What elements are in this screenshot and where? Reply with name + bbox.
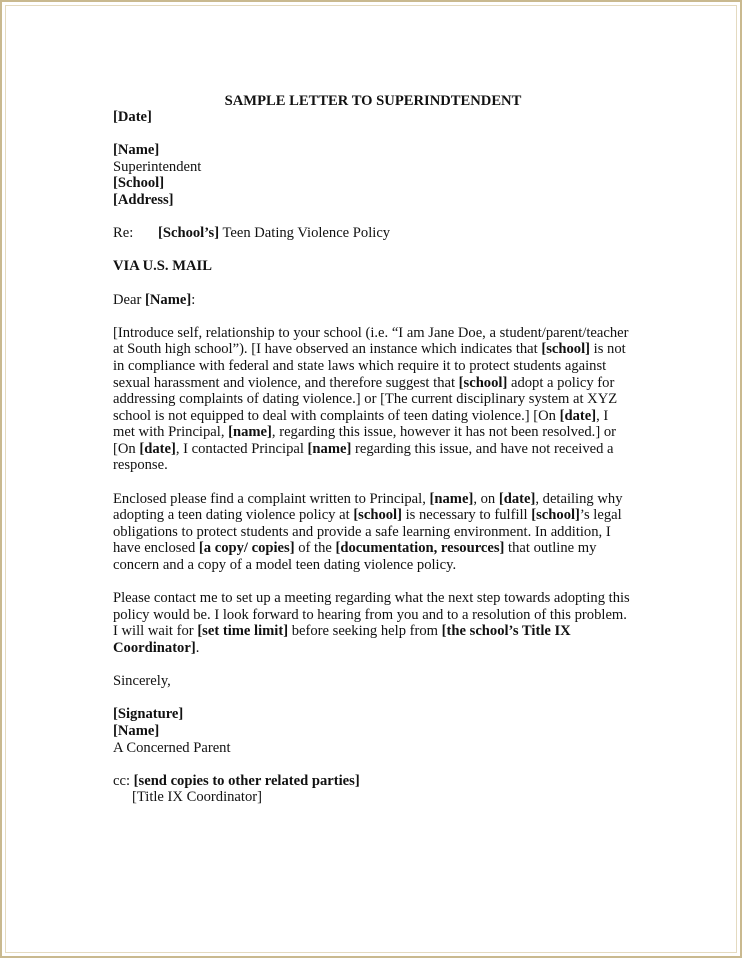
recipient-address: [Address] <box>113 191 174 208</box>
re-line: Re: [School’s] Teen Dating Violence Policy <box>113 225 391 242</box>
signature-line: [Signature] <box>113 706 184 723</box>
recipient-block <box>113 142 633 208</box>
letter-body <box>113 109 633 806</box>
closing: Sincerely, <box>113 673 171 690</box>
via-line: VIA U.S. MAIL <box>113 258 212 275</box>
cc-coordinator: [Title IX Coordinator] <box>132 789 262 806</box>
cc-line: cc: [send copies to other related parties] <box>113 772 360 789</box>
letter-title <box>113 93 633 110</box>
paragraph-enclosure: Enclosed please find a complaint written to Principal, [name], on [date], detailing why adopting a teen dating violence policy at [school] is necessary to fulfill [school]’s legal obligations to protect students and provide a safe learning environment. In addition, I have enclosed [a copy/ copies] of the [documentation, resources] that outline my concern and a copy of a model teen dating violence policy. <box>113 490 623 574</box>
recipient-role: Superintendent <box>113 158 202 175</box>
recipient-name: [Name] <box>113 142 160 159</box>
title-text: SAMPLE LETTER TO SUPERINDTENDENT <box>224 93 522 109</box>
signature-block <box>113 706 633 756</box>
signature-role: A Concerned Parent <box>113 739 231 756</box>
recipient-school: [School] <box>113 175 165 192</box>
paragraph-request: Please contact me to set up a meeting regarding what the next step towards adopting this policy would be. I look forward to hearing from you and to a resolution of this problem. I will wait for [set time limit] before seeking help from [the school’s Title IX Coordinator]. <box>113 590 630 656</box>
paragraph-introduction: [Introduce self, relationship to your school (i.e. “I am Jane Doe, a student/parent/teacher at South high school”). [I have observed an instance which indicates that [school] is not in compliance with federal and state laws which require it to protect students against sexual harassment and violence, and therefore suggest that [school] adopt a policy for addressing complaints of dating violence.] or [The current disciplinary system at XYZ school is not equipped to deal with complaints of teen dating violence.] [On [date], I met with Principal, [name], regarding this issue, however it has not been resolved.] or [On [date], I contacted Principal [name] regarding this issue, and have not received a response. <box>113 324 629 474</box>
salutation: Dear [Name]: <box>113 291 196 308</box>
date-line: [Date] <box>113 109 152 125</box>
cc-block <box>113 773 633 806</box>
signature-name: [Name] <box>113 722 160 739</box>
